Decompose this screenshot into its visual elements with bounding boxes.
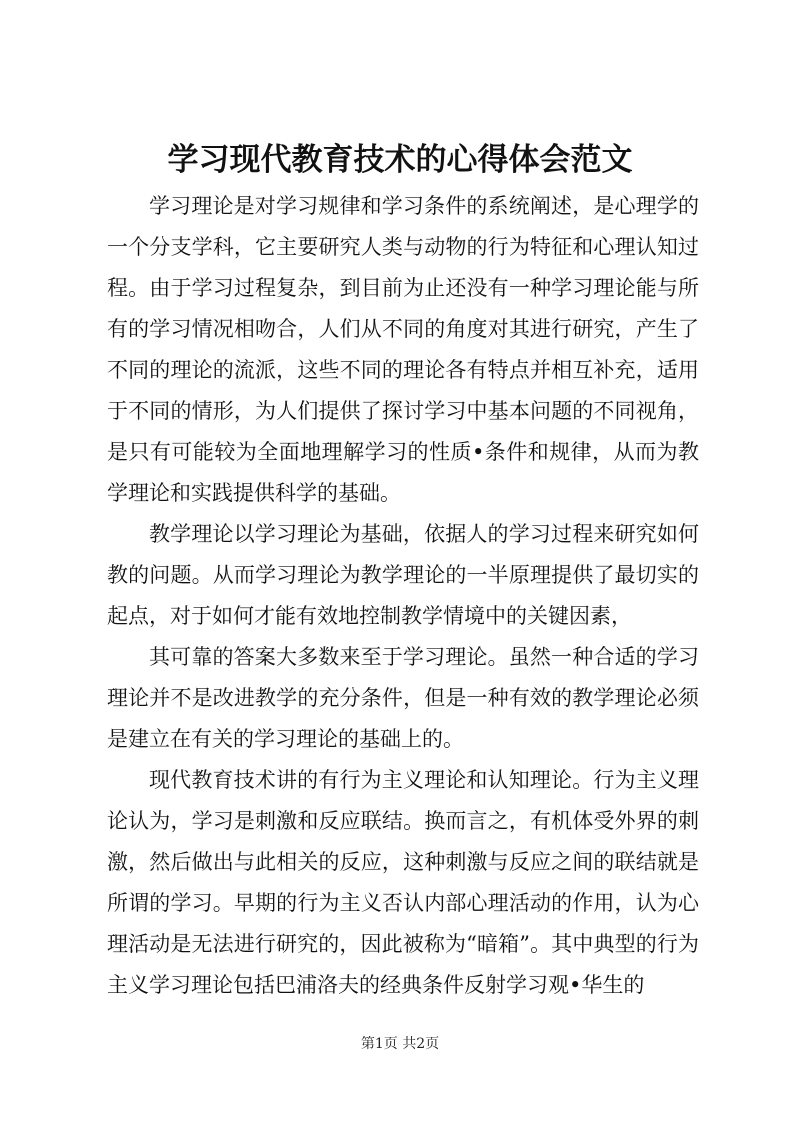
paragraph-4: 现代教育技术讲的有行为主义理论和认知理论。行为主义理论认为，学习是刺激和反应联结。换而言之，有机体受外界的刺激，然后做出与此相关的反应，这种刺激与反应之间的联结就是所谓的学习。早期的行为主义否认内部心理活动的作用，认为心理活动是无法进行研究的，因此被称为“暗箱”。其中典型的行为主义学习理论包括巴浦洛夫的经典条件反射学习观•华生的 [107, 768, 699, 997]
document-title: 学习现代教育技术的心得体会范文 [167, 142, 633, 178]
paragraph-2: 教学理论以学习理论为基础，依据人的学习过程来研究如何教的问题。从而学习理论为教学理论的一半原理提供了最切实的起点，对于如何才能有效地控制教学情境中的关键因素， [107, 522, 699, 628]
document-body [107, 186, 699, 1006]
paragraph-3: 其可靠的答案大多数来至于学习理论。虽然一种合适的学习理论并不是改进教学的充分条件，但是一种有效的教学理论必须是建立在有关的学习理论的基础上的。 [107, 645, 699, 751]
paragraph-1: 学习理论是对学习规律和学习条件的系统阐述，是心理学的一个分支学科，它主要研究人类与动物的行为特征和心理认知过程。由于学习过程复杂，到目前为止还没有一种学习理论能与所有的学习情况相吻合，人们从不同的角度对其进行研究，产生了不同的理论的流派，这些不同的理论各有特点并相互补充，适用于不同的情形，为人们提供了探讨学习中基本问题的不同视角，是只有可能较为全面地理解学习的性质•条件和规律，从而为教学理论和实践提供科学的基础。 [107, 194, 699, 505]
page-footer: 第1页 共2页 [360, 1036, 440, 1052]
